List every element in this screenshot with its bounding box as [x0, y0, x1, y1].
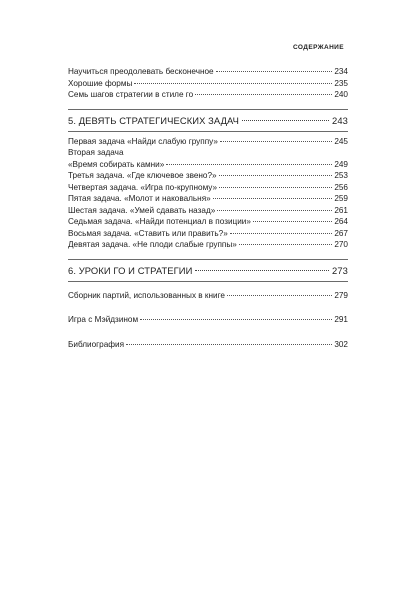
toc-entry-title: Научиться преодолевать бесконечное [68, 67, 214, 76]
dot-leader [166, 164, 332, 165]
toc-entry-page: 249 [334, 159, 348, 169]
dot-leader [253, 221, 332, 222]
toc-entry-title-line: Вторая задача [68, 148, 124, 157]
toc-entry-title: Шестая задача. «Умей сдавать назад» [68, 205, 216, 215]
toc-entry[interactable] [68, 228, 348, 240]
table-of-contents [68, 66, 348, 350]
toc-entry-title: Игра с Мэйдзином [68, 315, 139, 324]
dot-leader [239, 244, 333, 245]
chapter-title: 5. ДЕВЯТЬ СТРАТЕГИЧЕСКИХ ЗАДАЧ [68, 114, 240, 126]
dot-leader [220, 141, 332, 142]
toc-entry[interactable] [68, 205, 348, 217]
toc-entry[interactable] [68, 78, 348, 90]
toc-entry-page: 264 [334, 217, 348, 226]
running-head: СОДЕРЖАНИЕ [293, 44, 344, 51]
toc-entry-title: Библиография [68, 339, 125, 349]
dot-leader [195, 270, 329, 271]
dot-leader [213, 198, 333, 199]
toc-entry-title: Третья задача. «Где ключевое звено?» [68, 171, 217, 180]
dot-leader [242, 120, 329, 121]
toc-entry-title: Пятая задача. «Молот и наковальня» [68, 194, 211, 203]
toc-entry[interactable] [68, 314, 348, 326]
toc-entry-page: 279 [334, 290, 348, 300]
toc-entry[interactable] [68, 66, 348, 78]
toc-entry-title: Четвертая задача. «Игра по-крупному» [68, 182, 218, 192]
toc-entry-page: 234 [334, 67, 348, 76]
toc-entry[interactable] [68, 290, 348, 302]
toc-entry[interactable] [68, 89, 348, 101]
chapter-page: 243 [332, 114, 348, 126]
toc-entry-page: 259 [334, 194, 348, 203]
toc-entry[interactable] [68, 170, 348, 182]
toc-entry-title: Первая задача «Найди слабую группу» [68, 136, 218, 146]
dot-leader [140, 319, 332, 320]
toc-entry-page: 270 [334, 240, 348, 249]
toc-entry-page: 261 [334, 205, 348, 215]
dot-leader [219, 175, 333, 176]
toc-entry[interactable] [68, 159, 348, 171]
dot-leader [126, 344, 332, 345]
toc-entry[interactable] [68, 239, 348, 251]
toc-entry-page: 291 [334, 315, 348, 324]
toc-entry[interactable] [68, 339, 348, 351]
dot-leader [195, 94, 332, 95]
toc-entry-page: 245 [334, 136, 348, 146]
toc-entry-title: Хорошие формы [68, 78, 133, 88]
toc-entry-page: 302 [334, 339, 348, 349]
toc-entry-title: «Время собирать камни» [68, 159, 165, 169]
toc-entry-page: 235 [334, 78, 348, 88]
dot-leader [227, 295, 332, 296]
chapter-heading[interactable] [68, 264, 348, 277]
toc-entry-title: Семь шагов стратегии в стиле го [68, 90, 194, 99]
toc-entry-page: 256 [334, 182, 348, 192]
chapter-title: 6. УРОКИ ГО И СТРАТЕГИИ [68, 264, 193, 276]
dot-leader [216, 71, 333, 72]
toc-entry-title: Сборник партий, использованных в книге [68, 290, 225, 300]
toc-entry-page: 253 [334, 171, 348, 180]
dot-leader [217, 210, 332, 211]
toc-entry-page: 240 [334, 90, 348, 99]
chapter-heading[interactable] [68, 114, 348, 127]
chapter-page: 273 [332, 264, 348, 276]
dot-leader [219, 187, 332, 188]
toc-entry-title: Седьмая задача. «Найди потенциал в позиции» [68, 217, 251, 226]
toc-entry-title: Девятая задача. «Не плоди слабые группы» [68, 240, 237, 249]
toc-entry[interactable] [68, 216, 348, 228]
toc-entry[interactable] [68, 136, 348, 148]
toc-entry[interactable] [68, 182, 348, 194]
dot-leader [134, 83, 332, 84]
dot-leader [230, 233, 333, 234]
toc-entry-title: Восьмая задача. «Ставить или править?» [68, 228, 228, 238]
toc-entry-page: 267 [334, 228, 348, 238]
toc-entry[interactable] [68, 193, 348, 205]
